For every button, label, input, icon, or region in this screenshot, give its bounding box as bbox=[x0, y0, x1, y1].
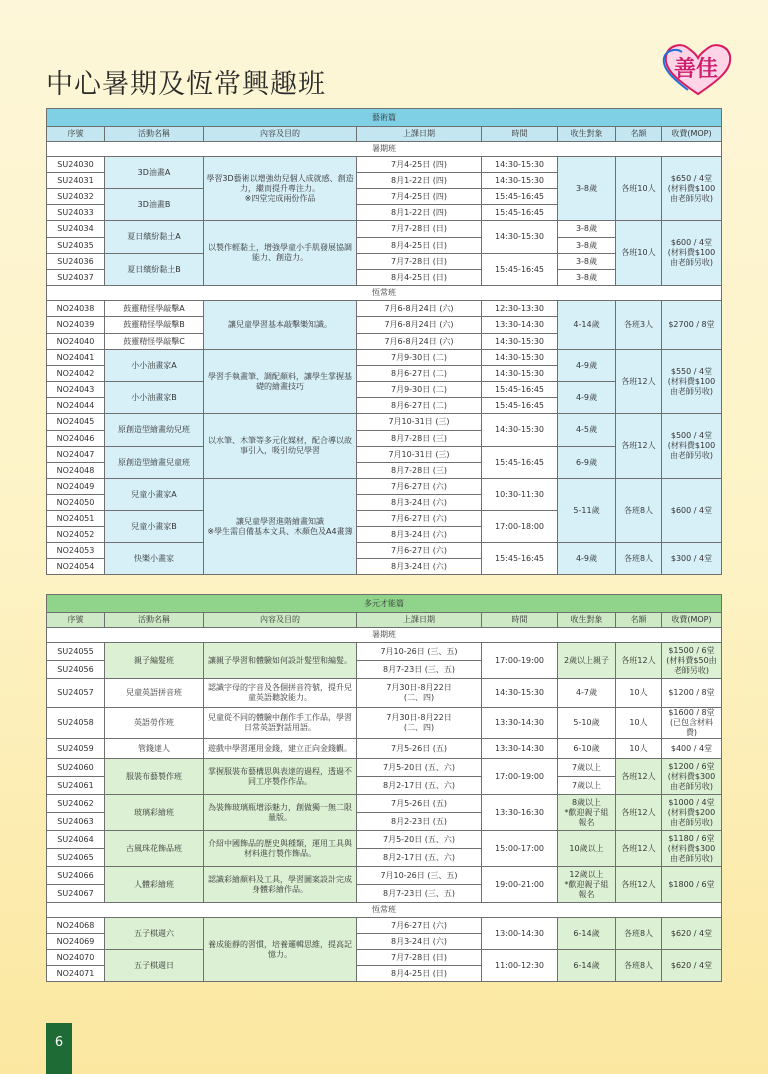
age-cell: 6-14歲 bbox=[558, 950, 616, 982]
date-cell: 7月7-28日 (日) bbox=[357, 254, 482, 270]
time-cell: 14:30-15:30 bbox=[482, 366, 558, 382]
fee-cell: $1000 / 4堂 (材料費$200 由老師另收) bbox=[662, 795, 722, 831]
column-header: 時間 bbox=[482, 613, 558, 628]
code-cell: NO24042 bbox=[47, 366, 105, 382]
logo-text: 善佳 bbox=[674, 56, 719, 82]
date-cell: 7月6-8月24日 (六) bbox=[357, 301, 482, 317]
date-cell: 8月3-24日 (六) bbox=[357, 934, 482, 950]
code-cell: SU24059 bbox=[47, 739, 105, 759]
code-cell: SU24056 bbox=[47, 661, 105, 679]
name-cell: 3D油畫B bbox=[105, 189, 204, 221]
code-cell: NO24051 bbox=[47, 511, 105, 527]
time-cell: 10:30-11:30 bbox=[482, 479, 558, 511]
date-cell: 8月2-17日 (五、六) bbox=[357, 777, 482, 795]
column-header: 序號 bbox=[47, 613, 105, 628]
time-cell: 15:45-16:45 bbox=[482, 254, 558, 286]
column-header: 收生對象 bbox=[558, 127, 616, 142]
desc-cell: 讓兒童學習進階繪畫知識 ※學生需自備基本文具、木顏色及A4畫簿 bbox=[204, 479, 357, 575]
name-cell: 小小油畫家B bbox=[105, 382, 204, 414]
code-cell: SU24065 bbox=[47, 849, 105, 867]
code-cell: NO24046 bbox=[47, 431, 105, 447]
fee-cell: $1180 / 6堂 (材料費$300 由老師另收) bbox=[662, 831, 722, 867]
fee-cell: $620 / 4堂 bbox=[662, 950, 722, 982]
desc-cell: 認識字母的字音及各個拼音符號，提升兒童英語聽說能力。 bbox=[204, 679, 357, 708]
name-cell: 快樂小畫家 bbox=[105, 543, 204, 575]
time-cell: 14:30-15:30 bbox=[482, 334, 558, 350]
fee-cell: $620 / 4堂 bbox=[662, 918, 722, 950]
code-cell: NO24043 bbox=[47, 382, 105, 398]
subsection-label: 暑期班 bbox=[47, 628, 722, 643]
date-cell: 7月10-31日 (三) bbox=[357, 414, 482, 431]
desc-cell: 學習手執畫筆、調配顏料，讓學生掌握基礎的繪畫技巧 bbox=[204, 350, 357, 414]
name-cell: 服裝布藝製作班 bbox=[105, 759, 204, 795]
desc-cell: 讓兒童學習基本敲擊樂知識。 bbox=[204, 301, 357, 350]
fee-cell: $550 / 4堂 (材料費$100 由老師另收) bbox=[662, 350, 722, 414]
time-cell: 13:30-14:30 bbox=[482, 708, 558, 739]
subsection-label: 恆常班 bbox=[47, 286, 722, 301]
quota-cell: 各班12人 bbox=[616, 831, 662, 867]
code-cell: NO24041 bbox=[47, 350, 105, 366]
desc-cell: 讓親子學習和體驗如何設計髮型和編髮。 bbox=[204, 643, 357, 679]
code-cell: NO24047 bbox=[47, 447, 105, 463]
quota-cell: 10人 bbox=[616, 708, 662, 739]
age-cell: 6-10歲 bbox=[558, 739, 616, 759]
age-cell: 6-9歲 bbox=[558, 447, 616, 479]
time-cell: 19:00-21:00 bbox=[482, 867, 558, 903]
quota-cell: 10人 bbox=[616, 679, 662, 708]
date-cell: 7月7-28日 (日) bbox=[357, 221, 482, 238]
quota-cell: 各班8人 bbox=[616, 479, 662, 543]
column-header: 上課日期 bbox=[357, 613, 482, 628]
code-cell: SU24030 bbox=[47, 157, 105, 173]
age-cell: 4-9歲 bbox=[558, 382, 616, 414]
date-cell: 7月6-27日 (六) bbox=[357, 511, 482, 527]
time-cell: 14:30-15:30 bbox=[482, 679, 558, 708]
age-cell: 4-9歲 bbox=[558, 350, 616, 382]
name-cell: 兒童英語拼音班 bbox=[105, 679, 204, 708]
quota-cell: 各班12人 bbox=[616, 759, 662, 795]
date-cell: 7月4-25日 (四) bbox=[357, 157, 482, 173]
date-cell: 7月6-27日 (六) bbox=[357, 543, 482, 559]
quota-cell: 各班8人 bbox=[616, 543, 662, 575]
fee-cell: $1800 / 6堂 bbox=[662, 867, 722, 903]
column-header: 收費(MOP) bbox=[662, 613, 722, 628]
subsection-label: 暑期班 bbox=[47, 142, 722, 157]
fee-cell: $600 / 4堂 bbox=[662, 479, 722, 543]
time-cell: 15:45-16:45 bbox=[482, 447, 558, 479]
fee-cell: $1500 / 6堂 (材料費$50由 老師另收) bbox=[662, 643, 722, 679]
time-cell: 17:00-19:00 bbox=[482, 759, 558, 795]
column-header: 名額 bbox=[616, 613, 662, 628]
column-header: 內容及目的 bbox=[204, 127, 357, 142]
date-cell: 7月5-20日 (五、六) bbox=[357, 831, 482, 849]
quota-cell: 各班12人 bbox=[616, 350, 662, 414]
code-cell: SU24066 bbox=[47, 867, 105, 885]
age-cell: 3-8歲 bbox=[558, 157, 616, 221]
quota-cell: 各班10人 bbox=[616, 221, 662, 286]
desc-cell: 養成能靜的習慣，培養邏輯思維，提高記憶力。 bbox=[204, 918, 357, 982]
fee-cell: $650 / 4堂 (材料費$100 由老師另收) bbox=[662, 157, 722, 221]
name-cell: 親子編髮班 bbox=[105, 643, 204, 679]
age-cell: 4-9歲 bbox=[558, 543, 616, 575]
age-cell: 8歲以上 *歡迎親子組 報名 bbox=[558, 795, 616, 831]
date-cell: 8月4-25日 (日) bbox=[357, 270, 482, 286]
age-cell: 2歲以上親子 bbox=[558, 643, 616, 679]
code-cell: NO24050 bbox=[47, 495, 105, 511]
art-schedule-table bbox=[46, 108, 722, 575]
desc-cell: 介紹中國飾品的歷史與種類，運用工具與材料進行製作飾品。 bbox=[204, 831, 357, 867]
table-row bbox=[47, 350, 722, 366]
time-cell: 15:45-16:45 bbox=[482, 382, 558, 398]
code-cell: SU24064 bbox=[47, 831, 105, 849]
code-cell: NO24071 bbox=[47, 966, 105, 982]
page-title: 中心暑期及恆常興趣班 bbox=[46, 69, 326, 100]
date-cell: 8月7-23日 (三、五) bbox=[357, 661, 482, 679]
column-header: 收費(MOP) bbox=[662, 127, 722, 142]
quota-cell: 各班12人 bbox=[616, 643, 662, 679]
age-cell: 5-11歲 bbox=[558, 479, 616, 543]
date-cell: 7月5-26日 (五) bbox=[357, 739, 482, 759]
column-header: 活動名稱 bbox=[105, 613, 204, 628]
time-cell: 13:30-16:30 bbox=[482, 795, 558, 831]
fee-cell: $600 / 4堂 (材料費$100 由老師另收) bbox=[662, 221, 722, 286]
date-cell: 7月30日-8月22日 (二、四) bbox=[357, 679, 482, 708]
code-cell: SU24061 bbox=[47, 777, 105, 795]
time-cell: 14:30-15:30 bbox=[482, 157, 558, 173]
desc-cell: 遊戲中學習運用金錢，建立正向金錢觀。 bbox=[204, 739, 357, 759]
page-number: 6 bbox=[46, 1023, 72, 1074]
table-row bbox=[47, 643, 722, 661]
date-cell: 8月2-17日 (五、六) bbox=[357, 849, 482, 867]
age-cell: 5-10歲 bbox=[558, 708, 616, 739]
name-cell: 兒童小畫家B bbox=[105, 511, 204, 543]
time-cell: 17:00-18:00 bbox=[482, 511, 558, 543]
name-cell: 鼓靈精怪學敲擊C bbox=[105, 334, 204, 350]
quota-cell: 各班12人 bbox=[616, 867, 662, 903]
section-title: 藝術篇 bbox=[47, 109, 722, 127]
time-cell: 14:30-15:30 bbox=[482, 221, 558, 254]
time-cell: 14:30-15:30 bbox=[482, 414, 558, 447]
column-header: 時間 bbox=[482, 127, 558, 142]
date-cell: 8月1-22日 (四) bbox=[357, 205, 482, 221]
date-cell: 7月10-31日 (三) bbox=[357, 447, 482, 463]
column-header: 收生對象 bbox=[558, 613, 616, 628]
desc-cell: 以水筆、木筆等多元化媒材，配合導以故事引入，吸引幼兒學習 bbox=[204, 414, 357, 479]
name-cell: 小小油畫家A bbox=[105, 350, 204, 382]
name-cell: 五子棋週日 bbox=[105, 950, 204, 982]
date-cell: 7月9-30日 (二) bbox=[357, 382, 482, 398]
code-cell: NO24038 bbox=[47, 301, 105, 317]
date-cell: 8月4-25日 (日) bbox=[357, 966, 482, 982]
name-cell: 原創造型繪畫幼兒班 bbox=[105, 414, 204, 447]
code-cell: SU24063 bbox=[47, 813, 105, 831]
code-cell: SU24035 bbox=[47, 238, 105, 254]
age-cell: 3-8歲 bbox=[558, 238, 616, 254]
date-cell: 8月3-24日 (六) bbox=[357, 495, 482, 511]
table-row bbox=[47, 795, 722, 813]
time-cell: 15:45-16:45 bbox=[482, 205, 558, 221]
date-cell: 7月5-26日 (五) bbox=[357, 795, 482, 813]
table-row bbox=[47, 759, 722, 777]
date-cell: 8月7-28日 (三) bbox=[357, 431, 482, 447]
code-cell: NO24039 bbox=[47, 317, 105, 334]
name-cell: 古風珠花飾品班 bbox=[105, 831, 204, 867]
table-row bbox=[47, 950, 722, 966]
code-cell: NO24049 bbox=[47, 479, 105, 495]
code-cell: SU24037 bbox=[47, 270, 105, 286]
date-cell: 8月7-28日 (三) bbox=[357, 463, 482, 479]
date-cell: 8月6-27日 (二) bbox=[357, 398, 482, 414]
code-cell: NO24070 bbox=[47, 950, 105, 966]
date-cell: 7月6-27日 (六) bbox=[357, 479, 482, 495]
date-cell: 8月6-27日 (二) bbox=[357, 366, 482, 382]
quota-cell: 各班12人 bbox=[616, 414, 662, 479]
name-cell: 管錢達人 bbox=[105, 739, 204, 759]
age-cell: 3-8歲 bbox=[558, 270, 616, 286]
age-cell: 6-14歲 bbox=[558, 918, 616, 950]
desc-cell: 為裝飾玻璃瓶增添魅力，創做獨一無二限量版。 bbox=[204, 795, 357, 831]
fee-cell: $500 / 4堂 (材料費$100 由老師另收) bbox=[662, 414, 722, 479]
name-cell: 夏日繽紛黏土B bbox=[105, 254, 204, 286]
time-cell: 12:30-13:30 bbox=[482, 301, 558, 317]
quota-cell: 各班8人 bbox=[616, 918, 662, 950]
date-cell: 7月10-26日 (三、五) bbox=[357, 643, 482, 661]
name-cell: 人體彩繪班 bbox=[105, 867, 204, 903]
date-cell: 7月30日-8月22日 (二、四) bbox=[357, 708, 482, 739]
time-cell: 15:45-16:45 bbox=[482, 398, 558, 414]
name-cell: 夏日繽紛黏土A bbox=[105, 221, 204, 254]
table-row bbox=[47, 708, 722, 739]
code-cell: NO24068 bbox=[47, 918, 105, 934]
table-row bbox=[47, 679, 722, 708]
table-row bbox=[47, 414, 722, 431]
desc-cell: 以製作輕黏土，增強學童小手肌發展協調能力、創造力。 bbox=[204, 221, 357, 286]
date-cell: 8月2-23日 (五) bbox=[357, 813, 482, 831]
table-row bbox=[47, 543, 722, 559]
date-cell: 7月6-8月24日 (六) bbox=[357, 317, 482, 334]
code-cell: NO24069 bbox=[47, 934, 105, 950]
date-cell: 7月5-20日 (五、六) bbox=[357, 759, 482, 777]
desc-cell: 掌握服裝布藝構思與表達的過程，透過不同工序製作作品。 bbox=[204, 759, 357, 795]
column-header: 內容及目的 bbox=[204, 613, 357, 628]
date-cell: 7月4-25日 (四) bbox=[357, 189, 482, 205]
fee-cell: $1600 / 8堂 (已包含材料 費) bbox=[662, 708, 722, 739]
time-cell: 13:30-14:30 bbox=[482, 317, 558, 334]
table-row bbox=[47, 301, 722, 317]
code-cell: SU24033 bbox=[47, 205, 105, 221]
time-cell: 17:00-19:00 bbox=[482, 643, 558, 679]
code-cell: SU24057 bbox=[47, 679, 105, 708]
time-cell: 14:30-15:30 bbox=[482, 350, 558, 366]
section-title: 多元才能篇 bbox=[47, 595, 722, 613]
date-cell: 8月3-24日 (六) bbox=[357, 559, 482, 575]
column-header: 名額 bbox=[616, 127, 662, 142]
table-row bbox=[47, 221, 722, 238]
time-cell: 15:45-16:45 bbox=[482, 189, 558, 205]
column-header: 活動名稱 bbox=[105, 127, 204, 142]
talent-schedule-table bbox=[46, 594, 722, 982]
code-cell: SU24058 bbox=[47, 708, 105, 739]
code-cell: SU24067 bbox=[47, 885, 105, 903]
table-row bbox=[47, 739, 722, 759]
age-cell: 4-14歲 bbox=[558, 301, 616, 350]
fee-cell: $400 / 4堂 bbox=[662, 739, 722, 759]
age-cell: 7歲以上 bbox=[558, 777, 616, 795]
column-header: 序號 bbox=[47, 127, 105, 142]
code-cell: SU24034 bbox=[47, 221, 105, 238]
name-cell: 鼓靈精怪學敲擊A bbox=[105, 301, 204, 317]
name-cell: 鼓靈精怪學敲擊B bbox=[105, 317, 204, 334]
quota-cell: 各班3人 bbox=[616, 301, 662, 350]
code-cell: NO24048 bbox=[47, 463, 105, 479]
name-cell: 英語勞作班 bbox=[105, 708, 204, 739]
logo bbox=[660, 40, 736, 98]
code-cell: NO24054 bbox=[47, 559, 105, 575]
table-row bbox=[47, 867, 722, 885]
date-cell: 8月7-23日 (三、五) bbox=[357, 885, 482, 903]
code-cell: NO24052 bbox=[47, 527, 105, 543]
code-cell: SU24055 bbox=[47, 643, 105, 661]
date-cell: 8月1-22日 (四) bbox=[357, 173, 482, 189]
age-cell: 7歲以上 bbox=[558, 759, 616, 777]
code-cell: NO24040 bbox=[47, 334, 105, 350]
desc-cell: 兒童從不同的體驗中創作手工作品，學習日常英語對話用語。 bbox=[204, 708, 357, 739]
time-cell: 11:00-12:30 bbox=[482, 950, 558, 982]
date-cell: 7月10-26日 (三、五) bbox=[357, 867, 482, 885]
age-cell: 3-8歲 bbox=[558, 221, 616, 238]
table-row bbox=[47, 918, 722, 934]
code-cell: NO24044 bbox=[47, 398, 105, 414]
code-cell: NO24053 bbox=[47, 543, 105, 559]
name-cell: 原創造型繪畫兒童班 bbox=[105, 447, 204, 479]
fee-cell: $300 / 4堂 bbox=[662, 543, 722, 575]
age-cell: 3-8歲 bbox=[558, 254, 616, 270]
fee-cell: $2700 / 8堂 bbox=[662, 301, 722, 350]
code-cell: SU24031 bbox=[47, 173, 105, 189]
time-cell: 15:00-17:00 bbox=[482, 831, 558, 867]
date-cell: 8月4-25日 (日) bbox=[357, 238, 482, 254]
quota-cell: 10人 bbox=[616, 739, 662, 759]
age-cell: 4-7歲 bbox=[558, 679, 616, 708]
desc-cell: 認識彩繪顏料及工具，學習圖案設計完成身體彩繪作品。 bbox=[204, 867, 357, 903]
date-cell: 7月9-30日 (二) bbox=[357, 350, 482, 366]
code-cell: SU24036 bbox=[47, 254, 105, 270]
age-cell: 4-5歲 bbox=[558, 414, 616, 447]
column-header: 上課日期 bbox=[357, 127, 482, 142]
date-cell: 8月3-24日 (六) bbox=[357, 527, 482, 543]
fee-cell: $1200 / 6堂 (材料費$300 由老師另收) bbox=[662, 759, 722, 795]
date-cell: 7月6-8月24日 (六) bbox=[357, 334, 482, 350]
name-cell: 兒童小畫家A bbox=[105, 479, 204, 511]
quota-cell: 各班12人 bbox=[616, 795, 662, 831]
table-row bbox=[47, 157, 722, 173]
date-cell: 7月6-27日 (六) bbox=[357, 918, 482, 934]
quota-cell: 各班8人 bbox=[616, 950, 662, 982]
name-cell: 3D油畫A bbox=[105, 157, 204, 189]
age-cell: 12歲以上 *歡迎親子組 報名 bbox=[558, 867, 616, 903]
code-cell: NO24045 bbox=[47, 414, 105, 431]
date-cell: 7月7-28日 (日) bbox=[357, 950, 482, 966]
subsection-label: 恆常班 bbox=[47, 903, 722, 918]
desc-cell: 學習3D藝術以增強幼兒個人成就感、創造力，繼而提升專注力。 ※四堂完成兩份作品 bbox=[204, 157, 357, 221]
time-cell: 13:30-14:30 bbox=[482, 739, 558, 759]
code-cell: SU24032 bbox=[47, 189, 105, 205]
time-cell: 13:00-14:30 bbox=[482, 918, 558, 950]
table-row bbox=[47, 831, 722, 849]
code-cell: SU24062 bbox=[47, 795, 105, 813]
time-cell: 15:45-16:45 bbox=[482, 543, 558, 575]
code-cell: SU24060 bbox=[47, 759, 105, 777]
table-row bbox=[47, 479, 722, 495]
quota-cell: 各班10人 bbox=[616, 157, 662, 221]
name-cell: 五子棋週六 bbox=[105, 918, 204, 950]
time-cell: 14:30-15:30 bbox=[482, 173, 558, 189]
fee-cell: $1200 / 8堂 bbox=[662, 679, 722, 708]
name-cell: 玻璃彩繪班 bbox=[105, 795, 204, 831]
age-cell: 10歲以上 bbox=[558, 831, 616, 867]
